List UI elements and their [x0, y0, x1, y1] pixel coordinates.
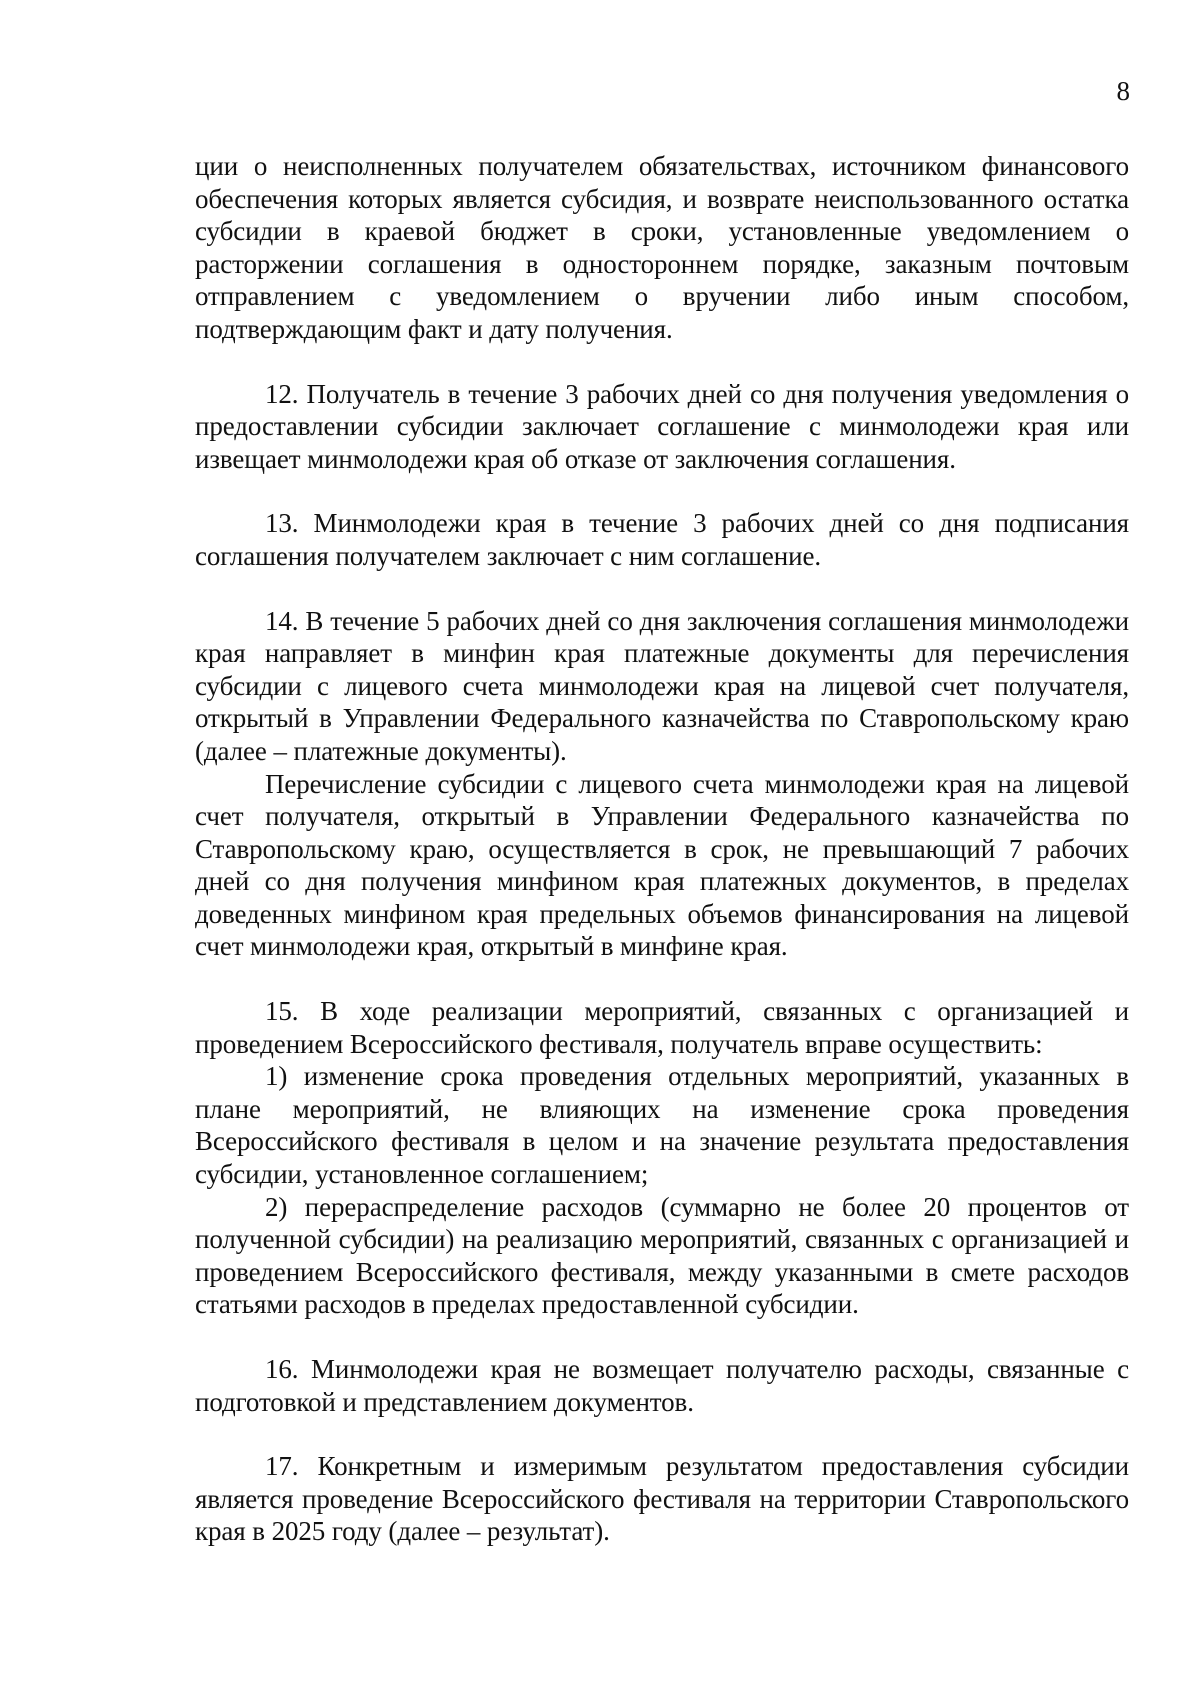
paragraph-15-item-2: 2) перераспределение расходов (суммарно не более 20 процентов от полученной субсидии) на реализацию мероприятий, связанных с организацией и проведением Всероссийского фестиваля, между указанными в смете расходов статьями расходов в пределах предоставленной субсидии. [195, 1191, 1129, 1320]
paragraph-16: 16. Минмолодежи края не возмещает получателю расходы, связанные с подготовкой и представлением документов. [195, 1354, 1129, 1417]
page-number: 8 [1116, 76, 1130, 106]
document-body [195, 150, 1129, 1548]
paragraph-14-transfer: Перечисление субсидии с лицевого счета минмолодежи края на лицевой счет получателя, открытый в Управлении Федерального казначейства по Ставропольскому краю, осуществляется в срок, не превышающий 7 рабочих дней со дня получения минфином края платежных документов, в пределах доведенных минфином края предельных объемов финансирования на лицевой счет минмолодежи края, открытый в минфине края. [195, 768, 1129, 962]
paragraph-12: 12. Получатель в течение 3 рабочих дней со дня получения уведомления о предоставлении субсидии заключает соглашение с минмолодежи края или извещает минмолодежи края об отказе от заключения соглашения. [195, 378, 1129, 474]
paragraph-13: 13. Минмолодежи края в течение 3 рабочих дней со дня подписания соглашения получателем заключает с ним соглашение. [195, 508, 1129, 571]
paragraph-15: 15. В ходе реализации мероприятий, связанных с организацией и проведением Всероссийского фестиваля, получатель вправе осуществить: [195, 996, 1129, 1059]
paragraph-15-item-1: 1) изменение срока проведения отдельных мероприятий, указанных в плане мероприятий, не влияющих на изменение срока проведения Всероссийского фестиваля в целом и на значение результата предоставления субсидии, установленное соглашением; [195, 1061, 1129, 1190]
paragraph-14: 14. В течение 5 рабочих дней со дня заключения соглашения минмолодежи края направляет в минфин края платежные документы для перечисления субсидии с лицевого счета минмолодежи края на лицевой счет получателя, открытый в Управлении Федерального казначейства по Ставропольскому краю (далее – платежные документы). [195, 605, 1129, 766]
paragraph-17: 17. Конкретным и измеримым результатом предоставления субсидии является проведение Всероссийского фестиваля на территории Ставропольского края в 2025 году (далее – результат). [195, 1451, 1129, 1547]
paragraph-continuation: ции о неисполненных получателем обязательствах, источником финансового обеспечения которых является субсидия, и возврате неиспользованного остатка субсидии в краевой бюджет в сроки, установленные уведомлением о расторжении соглашения в одностороннем порядке, заказным почтовым отправлением с уведомлением о вручении либо иным способом, подтверждающим факт и дату получения. [195, 151, 1129, 344]
